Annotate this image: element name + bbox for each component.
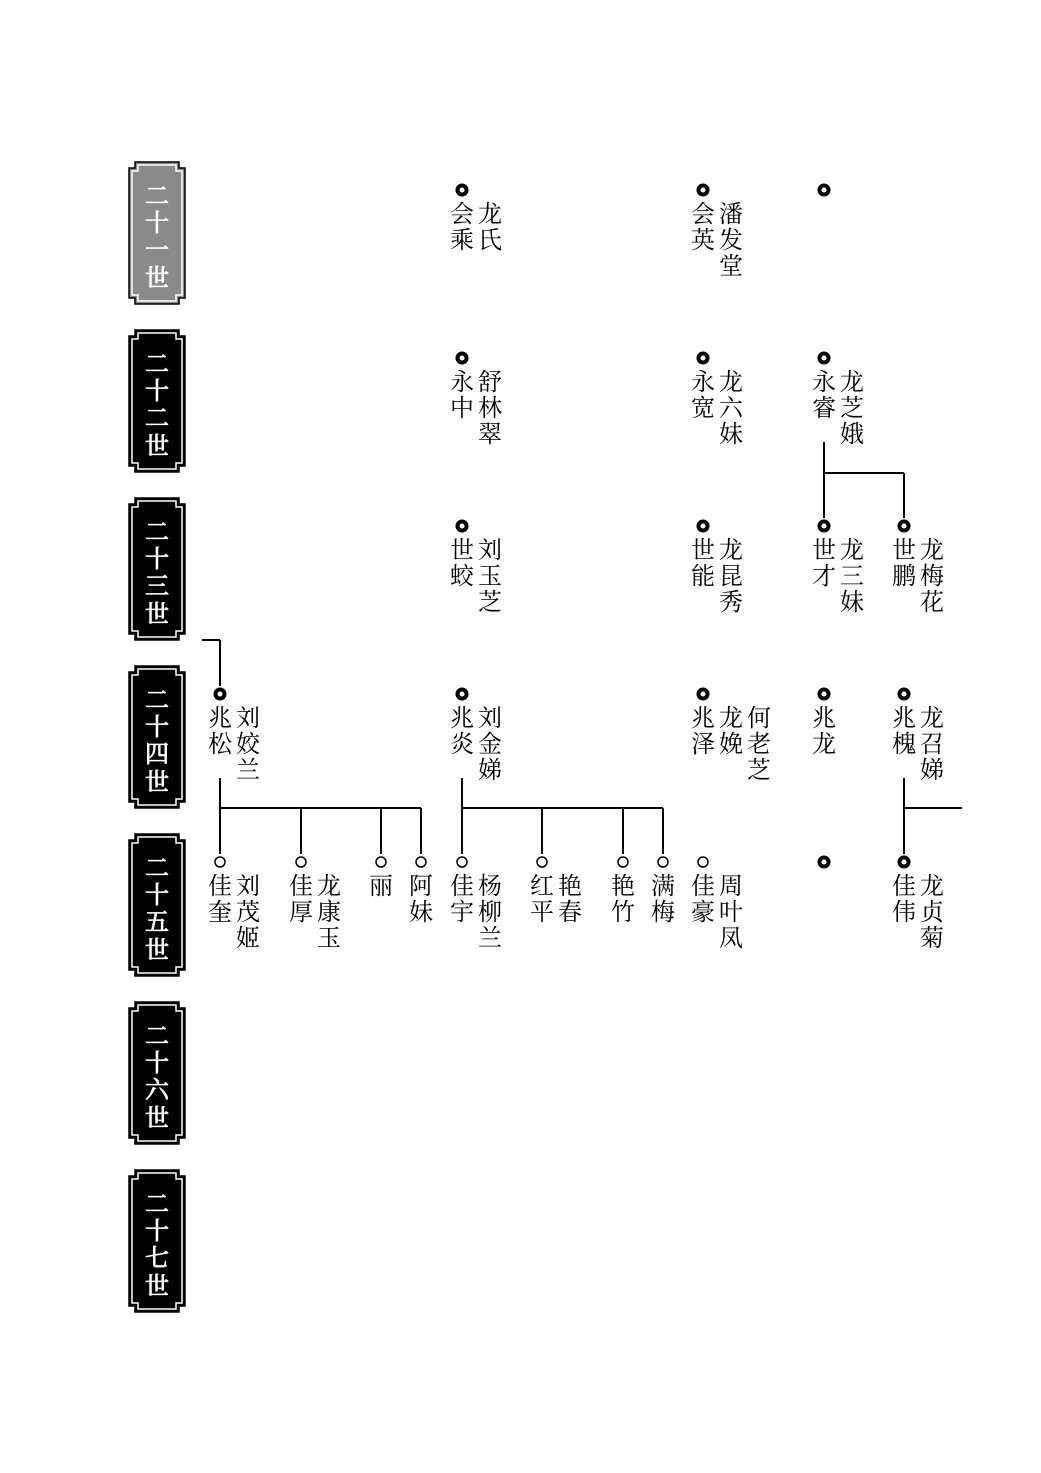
spouse-name-char: 叶 <box>719 898 743 926</box>
person-name <box>530 872 554 926</box>
person-name-char: 永 <box>812 368 836 396</box>
person-name <box>892 872 916 926</box>
person-node[interactable] <box>450 688 502 785</box>
node-marker-center <box>701 188 706 193</box>
person-name-char: 兆 <box>892 704 916 732</box>
person-name <box>208 704 233 758</box>
spouse-name <box>920 704 944 784</box>
person-name <box>892 704 916 758</box>
node-marker-open <box>296 857 306 867</box>
person-name-char: 豪 <box>691 898 715 926</box>
generation-tab-char: 二 <box>145 404 169 432</box>
spouse-name-char: 妹 <box>840 588 864 616</box>
spouse-name-char: 龙 <box>478 200 502 228</box>
generation-tab-26[interactable] <box>129 1002 185 1144</box>
spouse-name <box>920 872 944 952</box>
spouse-name-char: 老 <box>747 730 771 758</box>
person-name <box>208 872 232 926</box>
spouse-name-char: 龙 <box>920 872 944 900</box>
node-marker-center <box>460 524 465 529</box>
node-marker-open <box>215 857 225 867</box>
node-marker-center <box>460 356 465 361</box>
person-node[interactable] <box>892 688 944 785</box>
spouse-name <box>236 704 261 784</box>
spouse-name-char: 柳 <box>478 898 502 926</box>
node-marker-open <box>537 857 547 867</box>
person-name-char: 佳 <box>208 872 232 900</box>
spouse-name <box>317 872 341 952</box>
person-name <box>450 536 475 590</box>
generation-tab-char: 十 <box>145 1049 169 1077</box>
node-marker-center <box>822 188 827 193</box>
node-marker-open <box>457 857 467 867</box>
person-node[interactable] <box>691 520 743 617</box>
person-name <box>409 872 433 926</box>
person-name-char: 世 <box>691 536 715 564</box>
generation-tab-char: 二 <box>145 1022 169 1050</box>
person-name-char: 松 <box>208 730 232 758</box>
spouse-name-char: 潘 <box>719 200 743 228</box>
spouse-name-char: 玉 <box>317 924 341 952</box>
node-marker-center <box>460 692 465 697</box>
generation-tab-char: 十 <box>145 713 169 741</box>
person-name <box>812 368 836 422</box>
node-marker-open <box>376 857 386 867</box>
spouse-name <box>719 200 743 280</box>
spouse-name-char: 龙 <box>920 704 944 732</box>
node-marker-open <box>416 857 426 867</box>
person-name <box>892 536 916 590</box>
person-node[interactable] <box>812 520 864 617</box>
spouse-name-char: 贞 <box>920 898 944 926</box>
spouse-name <box>478 536 502 616</box>
person-name-char: 龙 <box>812 730 836 758</box>
spouse-name <box>719 704 743 758</box>
spouse-name-char: 刘 <box>478 536 502 564</box>
spouse-name-char: 金 <box>478 730 502 758</box>
spouse-name <box>558 872 582 926</box>
spouse-name-char: 妹 <box>719 420 743 448</box>
person-node[interactable] <box>530 857 582 926</box>
person-name-char: 佳 <box>892 872 916 900</box>
spouse-name-char: 舒 <box>478 368 502 396</box>
person-node[interactable] <box>812 352 864 449</box>
person-node[interactable] <box>450 184 502 255</box>
person-name-char: 妹 <box>409 898 433 926</box>
spouse-name-char: 龙 <box>719 704 743 732</box>
person-name-char: 兆 <box>812 704 836 732</box>
person-name-char: 鹏 <box>892 562 916 590</box>
generation-tab-char: 十 <box>145 881 169 909</box>
generation-tab-char: 世 <box>145 600 169 628</box>
person-name-char: 永 <box>691 368 715 396</box>
generation-tab-char: 七 <box>145 1244 169 1272</box>
spouse-name-char: 娣 <box>920 756 944 784</box>
person-name-char: 兆 <box>208 704 232 732</box>
person-name-char: 中 <box>450 394 474 422</box>
spouse-name-char: 杨 <box>478 872 502 900</box>
person-name-char: 蛟 <box>450 562 474 590</box>
node-marker-center <box>701 692 706 697</box>
node-marker-center <box>902 860 907 865</box>
person-node[interactable] <box>691 184 743 281</box>
person-name <box>691 536 715 590</box>
person-name-char: 宇 <box>450 898 474 926</box>
generation-tab-char: 世 <box>145 1272 169 1300</box>
person-node[interactable] <box>818 184 831 197</box>
spouse-name <box>478 200 502 254</box>
spouse-name-char: 周 <box>719 872 743 900</box>
spouse-name-char: 堂 <box>719 252 743 280</box>
generation-tab-25[interactable] <box>129 834 185 976</box>
person-name-char: 能 <box>691 562 715 590</box>
generation-tab-char: 世 <box>145 1104 169 1132</box>
generation-tabs <box>129 162 185 1312</box>
person-name <box>691 368 715 422</box>
spouse-name <box>236 872 260 952</box>
person-name-char: 平 <box>530 898 554 926</box>
person-name-char: 槐 <box>892 730 916 758</box>
person-name <box>691 200 715 254</box>
generation-tab-char: 六 <box>145 1076 169 1104</box>
generation-tab-char: 世 <box>145 768 169 796</box>
person-name-char: 宽 <box>691 394 715 422</box>
person-node[interactable] <box>289 857 341 952</box>
spouse-name <box>920 536 944 616</box>
spouse-name <box>719 872 743 952</box>
person-name <box>611 872 635 926</box>
person-node[interactable] <box>691 352 744 449</box>
person-name-char: 佳 <box>450 872 474 900</box>
spouse-name-char: 龙 <box>840 536 864 564</box>
spouse-name-char: 芝 <box>747 756 771 784</box>
spouse-name-char: 氏 <box>478 226 502 254</box>
person-name-char: 会 <box>691 200 715 228</box>
generation-tab-char: 二 <box>145 1190 169 1218</box>
generation-tab-char: 四 <box>145 740 169 768</box>
spouse-name-char: 芝 <box>478 588 502 616</box>
spouse-name-char: 芝 <box>840 394 864 422</box>
spouse-name-char: 刘 <box>236 704 260 732</box>
person-node[interactable] <box>208 857 260 952</box>
person-name-char: 艳 <box>611 872 635 900</box>
spouse-name <box>840 368 864 448</box>
node-marker-center <box>822 356 827 361</box>
spouse-name-char: 兰 <box>478 924 502 952</box>
spouse-name <box>719 368 744 448</box>
generation-tab-char: 二 <box>145 854 169 882</box>
spouse-name-char: 三 <box>840 562 864 590</box>
generation-tab-char: 十 <box>145 545 169 573</box>
person-name-char: 佳 <box>691 872 715 900</box>
spouse-name <box>747 704 771 784</box>
person-name-char: 世 <box>450 536 474 564</box>
person-name-char: 佳 <box>289 872 313 900</box>
person-name-char: 才 <box>812 562 836 590</box>
generation-tab-char: 一 <box>145 236 169 264</box>
spouse-name <box>478 704 502 784</box>
spouse-name-char: 兰 <box>236 756 260 784</box>
person-node[interactable] <box>892 856 944 953</box>
person-name <box>691 872 715 926</box>
spouse-name-char: 娩 <box>719 730 743 758</box>
person-name <box>450 704 475 758</box>
generation-tab-char: 二 <box>145 182 169 210</box>
spouse-name-char: 龙 <box>840 368 864 396</box>
person-name <box>651 872 675 926</box>
person-node[interactable] <box>208 688 261 785</box>
node-marker-center <box>218 692 223 697</box>
spouse-name-char: 刘 <box>236 872 260 900</box>
person-nodes <box>208 184 944 953</box>
generation-tab-23[interactable] <box>129 498 185 640</box>
spouse-name-char: 昆 <box>719 562 743 590</box>
person-node[interactable] <box>818 856 831 869</box>
person-node[interactable] <box>450 352 502 449</box>
person-node[interactable] <box>691 688 771 785</box>
node-marker-center <box>902 524 907 529</box>
generation-tab-21[interactable] <box>129 162 185 304</box>
node-marker-center <box>701 524 706 529</box>
generation-tab-char: 十 <box>145 209 169 237</box>
person-name-char: 奎 <box>208 898 232 926</box>
person-name <box>369 872 393 900</box>
node-marker-open <box>658 857 668 867</box>
spouse-name-char: 梅 <box>920 562 944 590</box>
person-node[interactable] <box>892 520 944 617</box>
spouse-name-char: 娣 <box>478 756 502 784</box>
spouse-name-char: 龙 <box>719 536 743 564</box>
spouse-name-char: 龙 <box>920 536 944 564</box>
spouse-name-char: 花 <box>920 588 944 616</box>
person-name-char: 红 <box>530 872 554 900</box>
generation-tab-char: 世 <box>145 264 169 292</box>
person-name-char: 满 <box>651 872 675 900</box>
person-name-char: 丽 <box>369 872 393 900</box>
generation-tab-char: 世 <box>145 936 169 964</box>
person-node[interactable] <box>812 688 836 759</box>
person-node[interactable] <box>409 857 433 926</box>
spouse-name-char: 玉 <box>478 562 502 590</box>
spouse-name-char: 翠 <box>478 420 502 448</box>
node-marker-center <box>701 356 706 361</box>
person-name-char: 竹 <box>611 898 635 926</box>
person-name-char: 英 <box>691 226 715 254</box>
person-node[interactable] <box>450 857 502 952</box>
person-name-char: 兆 <box>691 704 715 732</box>
generation-tab-char: 世 <box>145 432 169 460</box>
person-node[interactable] <box>369 857 393 900</box>
spouse-name-char: 姣 <box>236 730 260 758</box>
generation-tab-22[interactable] <box>129 330 185 472</box>
person-name-char: 会 <box>450 200 474 228</box>
person-name-char: 厚 <box>289 898 313 926</box>
spouse-name-char: 凤 <box>719 924 743 952</box>
person-name-char: 梅 <box>651 898 675 926</box>
generation-tab-char: 二 <box>145 518 169 546</box>
person-name-char: 阿 <box>409 872 433 900</box>
node-marker-center <box>902 692 907 697</box>
person-name-char: 乘 <box>450 226 474 254</box>
node-marker-open <box>618 857 628 867</box>
person-name <box>289 872 313 926</box>
spouse-name <box>840 536 864 616</box>
person-node[interactable] <box>611 857 635 926</box>
generation-tab-char: 二 <box>145 686 169 714</box>
person-name-char: 世 <box>892 536 916 564</box>
spouse-name <box>719 536 743 616</box>
generation-tab-24[interactable] <box>129 666 185 808</box>
node-marker-open <box>698 857 708 867</box>
generation-tab-char: 三 <box>145 572 169 600</box>
spouse-name-char: 茂 <box>236 898 260 926</box>
generation-tab-27[interactable] <box>129 1170 185 1312</box>
spouse-name-char: 龙 <box>719 368 743 396</box>
spouse-name-char: 春 <box>558 898 582 926</box>
person-node[interactable] <box>450 520 502 617</box>
person-name <box>691 704 715 758</box>
spouse-name <box>478 368 502 448</box>
person-name <box>450 872 474 926</box>
generation-tab-char: 二 <box>145 350 169 378</box>
spouse-name-char: 召 <box>920 730 944 758</box>
generation-tab-char: 十 <box>145 377 169 405</box>
node-marker-center <box>460 188 465 193</box>
generation-tab-char: 五 <box>145 908 169 936</box>
spouse-name-char: 康 <box>317 898 341 926</box>
person-name <box>812 704 836 758</box>
spouse-name <box>478 872 502 952</box>
person-name-char: 世 <box>812 536 836 564</box>
person-name-char: 伟 <box>892 898 916 926</box>
spouse-name-char: 发 <box>719 226 743 254</box>
person-node[interactable] <box>651 857 675 926</box>
spouse-name-char: 林 <box>478 394 502 422</box>
person-name-char: 炎 <box>450 730 474 758</box>
spouse-name-char: 娥 <box>840 420 864 448</box>
person-name <box>450 368 474 422</box>
generation-tab-char: 十 <box>145 1217 169 1245</box>
person-name <box>450 200 474 254</box>
person-name-char: 泽 <box>691 730 715 758</box>
spouse-name-char: 六 <box>719 394 743 422</box>
person-node[interactable] <box>691 857 743 952</box>
person-name-char: 永 <box>450 368 474 396</box>
person-name-char: 睿 <box>812 394 836 422</box>
person-name-char: 兆 <box>450 704 474 732</box>
person-name <box>812 536 836 590</box>
node-marker-center <box>822 524 827 529</box>
spouse-name-char: 菊 <box>920 924 944 952</box>
node-marker-center <box>822 860 827 865</box>
node-marker-center <box>822 692 827 697</box>
spouse-name-char: 艳 <box>558 872 582 900</box>
spouse-name-char: 秀 <box>719 588 743 616</box>
spouse-name-char: 龙 <box>317 872 341 900</box>
spouse-name-char: 何 <box>747 704 771 732</box>
spouse-name-char: 姬 <box>236 924 260 952</box>
spouse-name-char: 刘 <box>478 704 502 732</box>
